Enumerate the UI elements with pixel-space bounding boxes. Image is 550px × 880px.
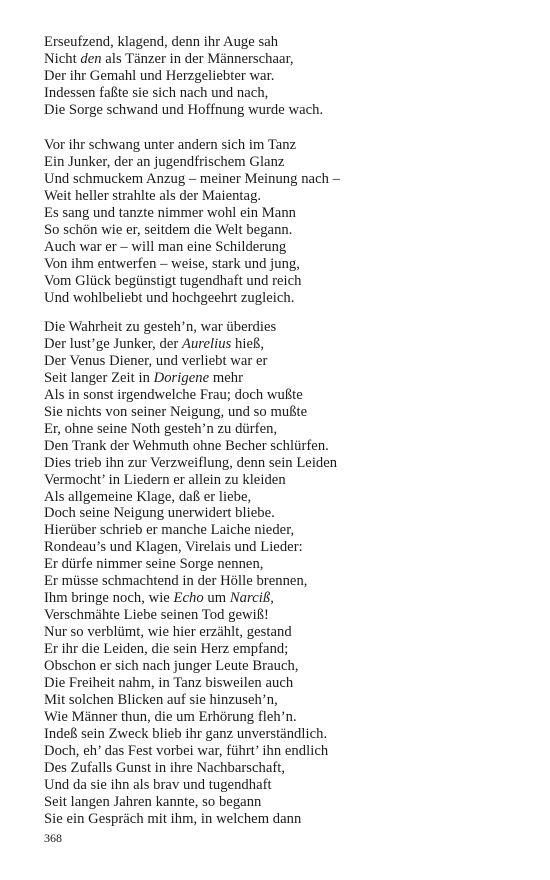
verse-line — [44, 290, 340, 307]
verse-line — [44, 438, 337, 455]
verse-text: Ihm bringe noch, wie — [44, 590, 174, 607]
verse-text: Die Wahrheit zu gesteh’n, war überdies — [44, 319, 277, 335]
verse-text: Die Sorge schwand und Hoffnung wurde wach. — [44, 101, 324, 118]
verse-line — [44, 239, 340, 256]
verse-line — [44, 590, 337, 607]
verse-line — [44, 370, 337, 387]
verse-text: Sie nichts von seiner Neigung, und so mußte — [44, 403, 308, 420]
stanza-1 — [44, 34, 323, 119]
verse-text: Mit solchen Blicken auf sie hinzuseh’n, — [44, 691, 278, 708]
verse-line — [44, 658, 337, 675]
verse-line — [44, 692, 337, 709]
verse-line — [44, 505, 337, 522]
verse-text: Verschmähte Liebe seinen Tod gewiß! — [44, 607, 269, 624]
verse-text: Nicht — [44, 50, 81, 67]
verse-text: Wie Männer thun, die um Erhörung fleh’n. — [44, 708, 297, 725]
verse-line — [44, 811, 337, 828]
page-number: 368 — [44, 831, 62, 845]
verse-line — [44, 171, 340, 188]
verse-text: Vom Glück begünstigt tugendhaft und reich — [44, 272, 302, 289]
verse-line — [44, 455, 337, 472]
verse-text: Und wohlbeliebt und hochgeehrt zugleich. — [44, 289, 295, 306]
verse-line — [44, 777, 337, 794]
verse-text: Des Zufalls Gunst in ihre Nachbarschaft, — [44, 759, 286, 776]
verse-text: Ein Junker, der an jugendfrischem Glanz — [44, 153, 285, 170]
verse-text: Vor ihr schwang unter andern sich im Tanz — [44, 137, 297, 153]
verse-line — [44, 102, 323, 119]
verse-text: Indessen faßte sie sich nach und nach, — [44, 84, 269, 101]
verse-line — [44, 336, 337, 353]
verse-text: Und da sie ihn als brav und tugendhaft — [44, 776, 272, 793]
verse-line — [44, 68, 323, 85]
verse-text: Er, ohne seine Noth gesteh’n zu dürfen, — [44, 420, 278, 437]
verse-text: Auch war er – will man eine Schilderung — [44, 238, 287, 255]
verse-text: Den Trank der Wehmuth ohne Becher schlürfen. — [44, 437, 329, 454]
verse-text: Der ihr Gemahl und Herzgeliebter war. — [44, 67, 275, 84]
verse-text: Es sang und tanzte nimmer wohl ein Mann — [44, 204, 297, 221]
stanza-3 — [44, 319, 337, 828]
italic-name: den — [80, 50, 102, 67]
verse-text: Hierüber schrieb er manche Laiche nieder, — [44, 522, 295, 539]
verse-text: Die Freiheit nahm, in Tanz bisweilen auch — [44, 675, 294, 692]
verse-text: Als allgemeine Klage, daß er liebe, — [44, 488, 252, 505]
verse-text: Von ihm entwerfen – weise, stark und jung, — [44, 255, 300, 272]
verse-line — [44, 522, 337, 539]
verse-text: Er müsse schmachtend in der Hölle brennen, — [44, 573, 308, 590]
verse-text: Der Venus Diener, und verliebt war er — [44, 352, 268, 369]
verse-line — [44, 353, 337, 370]
verse-text: Erseufzend, klagend, denn ihr Auge sah — [44, 34, 279, 50]
verse-text: Er ihr die Leiden, die sein Herz empfand; — [44, 641, 289, 658]
verse-line — [44, 556, 337, 573]
italic-name: Narciß — [229, 590, 271, 607]
verse-line — [44, 188, 340, 205]
verse-text: mehr — [209, 369, 244, 386]
verse-text: Er dürfe nimmer seine Sorge nennen, — [44, 556, 264, 573]
verse-text: Vermocht’ in Liedern er allein zu kleiden — [44, 471, 286, 488]
verse-line — [44, 137, 340, 154]
verse-line — [44, 675, 337, 692]
italic-name: Dorigene — [153, 369, 210, 386]
verse-line — [44, 256, 340, 273]
verse-text: Sie ein Gespräch mit ihm, in welchem dann — [44, 810, 302, 827]
verse-text: als Tänzer in der Männerschaar, — [101, 50, 294, 67]
verse-line — [44, 607, 337, 624]
verse-line — [44, 421, 337, 438]
verse-text: Weit heller strahlte als der Maientag. — [44, 187, 262, 204]
verse-line — [44, 624, 337, 641]
verse-line — [44, 273, 340, 290]
verse-line — [44, 154, 340, 171]
verse-line — [44, 539, 337, 556]
verse-text: Seit langer Zeit in — [44, 369, 154, 386]
verse-text: Seit langen Jahren kannte, so begann — [44, 793, 262, 810]
verse-text: Rondeau’s und Klagen, Virelais und Lieder: — [44, 539, 303, 556]
verse-text: um — [203, 590, 230, 607]
verse-line — [44, 387, 337, 404]
italic-name: Aurelius — [182, 335, 232, 352]
verse-text: Doch seine Neigung unerwidert bliebe. — [44, 505, 275, 522]
verse-text: Und schmuckem Anzug – meiner Meinung nach – — [44, 170, 340, 187]
stanza-2 — [44, 137, 340, 307]
verse-text: Indeß sein Zweck blieb ihr ganz unverständlich. — [44, 725, 328, 742]
verse-line — [44, 319, 337, 336]
verse-text: , — [270, 590, 274, 607]
verse-line — [44, 51, 323, 68]
verse-text: Der lust’ge Junker, der — [44, 335, 182, 352]
verse-text: hieß, — [231, 335, 265, 352]
verse-line — [44, 85, 323, 102]
verse-line — [44, 743, 337, 760]
verse-line — [44, 472, 337, 489]
verse-line — [44, 222, 340, 239]
verse-text: Als in sonst irgendwelche Frau; doch wußte — [44, 386, 303, 403]
verse-text: Obschon er sich nach junger Leute Brauch, — [44, 658, 299, 675]
verse-line — [44, 404, 337, 421]
verse-line — [44, 205, 340, 222]
verse-text: Doch, eh’ das Fest vorbei war, führt’ ihn endlich — [44, 742, 329, 759]
verse-line — [44, 641, 337, 658]
verse-line — [44, 34, 323, 51]
verse-text: Dies trieb ihn zur Verzweiflung, denn sein Leiden — [44, 454, 338, 471]
verse-text: So schön wie er, seitdem die Welt begann. — [44, 221, 293, 238]
verse-line — [44, 709, 337, 726]
verse-line — [44, 489, 337, 506]
verse-line — [44, 573, 337, 590]
verse-line — [44, 760, 337, 777]
verse-line — [44, 794, 337, 811]
italic-name: Echo — [173, 590, 204, 607]
verse-line — [44, 726, 337, 743]
verse-text: Nur so verblümt, wie hier erzählt, gestand — [44, 624, 292, 641]
